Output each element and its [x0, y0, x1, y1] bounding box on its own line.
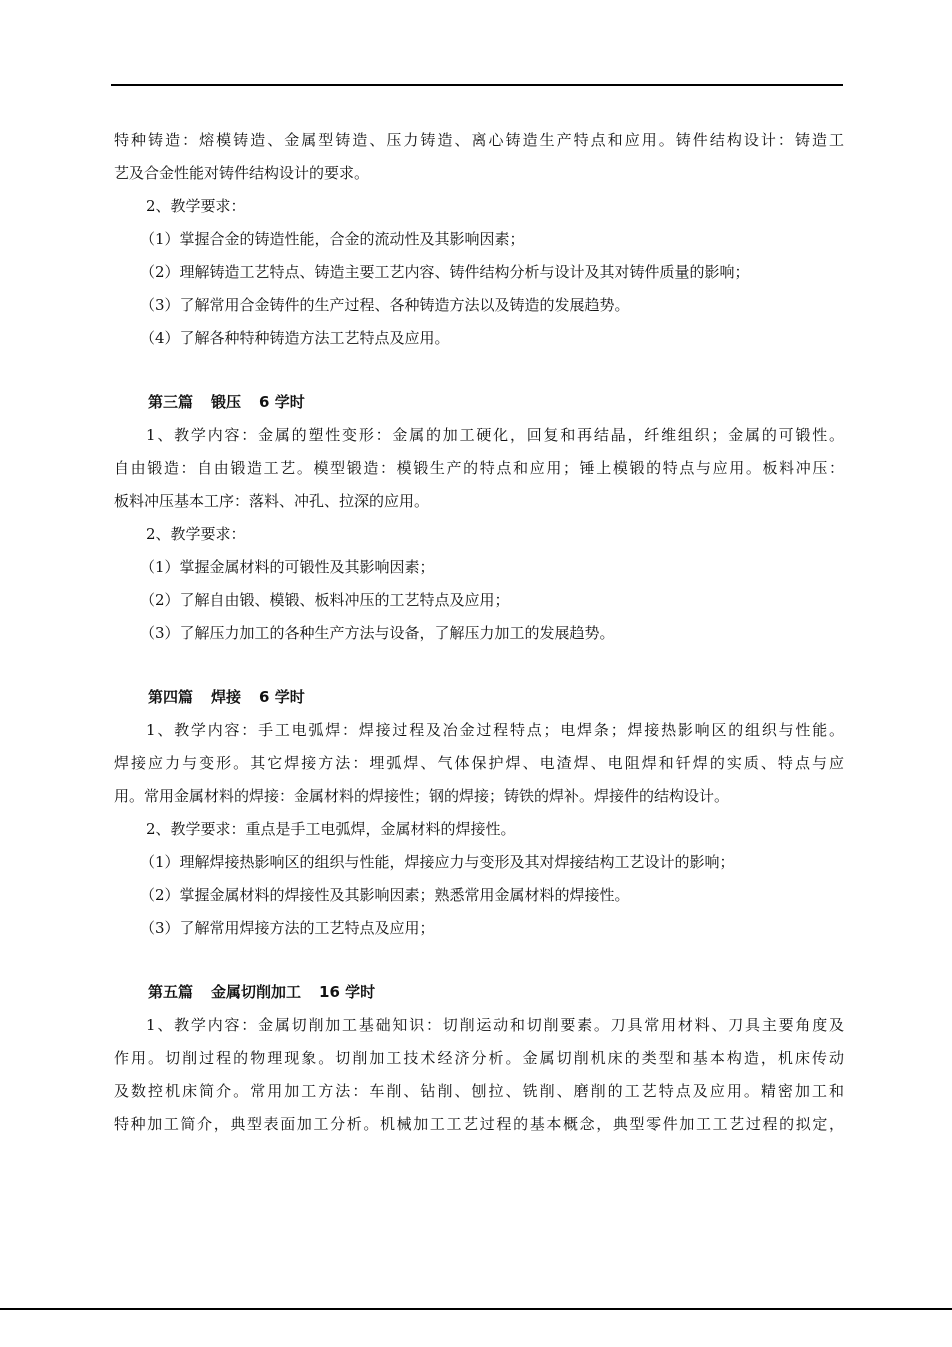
requirement-item: （2）理解铸造工艺特点、铸造主要工艺内容、铸件结构分析与设计及其对铸件质量的影响； — [140, 263, 750, 281]
paragraph-line: 焊接应力与变形。其它焊接方法：埋弧焊、气体保护焊、电渣焊、电阻焊和钎焊的实质、特点与应 — [114, 754, 844, 772]
requirement-item: （1）掌握合金的铸造性能，合金的流动性及其影响因素； — [140, 230, 525, 248]
section-part: 第三篇 — [148, 393, 194, 411]
paragraph-line: 用。常用金属材料的焊接：金属材料的焊接性；钢的焊接；铸铁的焊补。焊接件的结构设计。 — [114, 787, 730, 805]
requirement-item: （4）了解各种特种铸造方法工艺特点及应用。 — [140, 329, 450, 347]
section-part: 第五篇 — [148, 983, 194, 1001]
document-body — [114, 124, 844, 1141]
paragraph-line: 及数控机床简介。常用加工方法：车削、钻削、刨拉、铣削、磨削的工艺特点及应用。精密加工和 — [114, 1082, 844, 1100]
requirement-item: （2）掌握金属材料的焊接性及其影响因素；熟悉常用金属材料的焊接性。 — [140, 886, 630, 904]
section-name: 焊接 — [211, 688, 242, 706]
requirements-title: 2、教学要求： — [146, 525, 246, 543]
section-hours: 16 学时 — [319, 983, 376, 1001]
section-heading — [114, 681, 844, 714]
paragraph-line: 特种加工简介，典型表面加工分析。机械加工工艺过程的基本概念，典型零件加工工艺过程的拟定， — [114, 1115, 844, 1133]
paragraph-line: 1、教学内容：金属的塑性变形：金属的加工硬化，回复和再结晶，纤维组织；金属的可锻性。 — [146, 426, 844, 444]
requirement-item: （1）理解焊接热影响区的组织与性能，焊接应力与变形及其对焊接结构工艺设计的影响； — [140, 853, 735, 871]
paragraph-line: 艺及合金性能对铸件结构设计的要求。 — [114, 164, 370, 182]
section-name: 锻压 — [211, 393, 242, 411]
section-heading — [114, 386, 844, 419]
requirements-title: 2、教学要求： — [146, 197, 246, 215]
paragraph-line: 自由锻造：自由锻造工艺。模型锻造：模锻生产的特点和应用；锤上模锻的特点与应用。板料冲压： — [114, 459, 844, 477]
footer-rule — [0, 1308, 952, 1310]
paragraph-line: 1、教学内容：金属切削加工基础知识：切削运动和切削要素。刀具常用材料、刀具主要角度及 — [146, 1016, 844, 1034]
requirement-item: （3）了解常用焊接方法的工艺特点及应用； — [140, 919, 435, 937]
section-part: 第四篇 — [148, 688, 194, 706]
section-hours: 6 学时 — [259, 393, 305, 411]
paragraph-line: 特种铸造：熔模铸造、金属型铸造、压力铸造、离心铸造生产特点和应用。铸件结构设计：铸造工 — [114, 131, 844, 149]
paragraph-line: 板料冲压基本工序：落料、冲孔、拉深的应用。 — [114, 492, 430, 510]
header-rule — [111, 84, 843, 86]
requirement-item: （3）了解常用合金铸件的生产过程、各种铸造方法以及铸造的发展趋势。 — [140, 296, 630, 314]
requirements-title: 2、教学要求：重点是手工电弧焊，金属材料的焊接性。 — [146, 820, 516, 838]
requirement-item: （3）了解压力加工的各种生产方法与设备，了解压力加工的发展趋势。 — [140, 624, 615, 642]
section-name: 金属切削加工 — [211, 983, 302, 1001]
section-hours: 6 学时 — [259, 688, 305, 706]
requirement-item: （1）掌握金属材料的可锻性及其影响因素； — [140, 558, 435, 576]
requirement-item: （2）了解自由锻、模锻、板料冲压的工艺特点及应用； — [140, 591, 510, 609]
paragraph-line: 1、教学内容：手工电弧焊：焊接过程及冶金过程特点；电焊条；焊接热影响区的组织与性能。 — [146, 721, 844, 739]
paragraph-line: 作用。切削过程的物理现象。切削加工技术经济分析。金属切削机床的类型和基本构造，机床传动 — [114, 1049, 844, 1067]
section-heading — [114, 976, 844, 1009]
